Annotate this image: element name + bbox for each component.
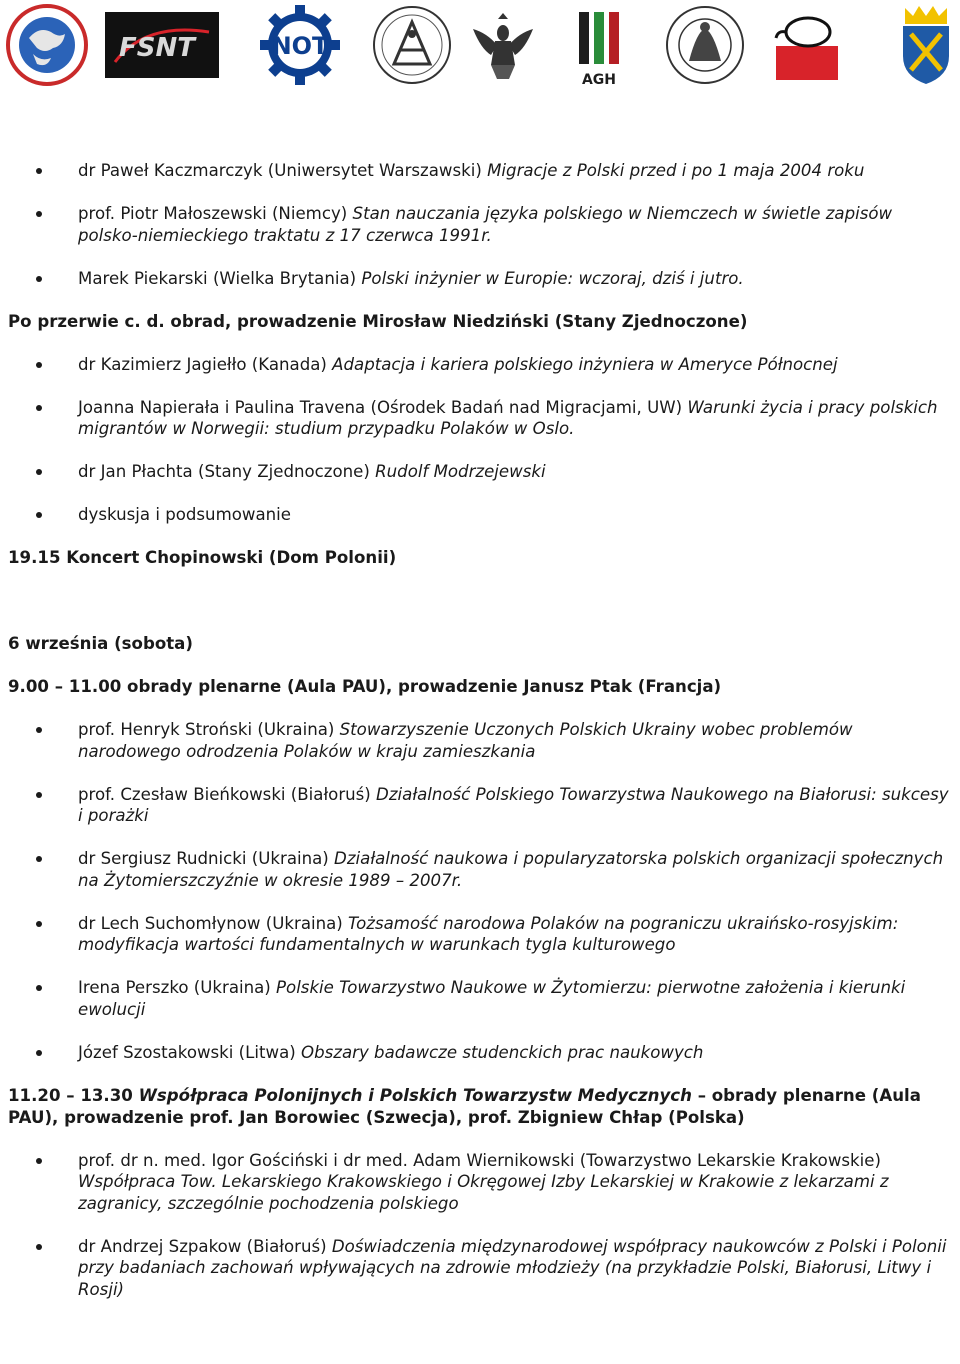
list-item: Irena Perszko (Ukraina) Polskie Towarzystwo Naukowe w Żytomierzu: pierwotne założenia i kierunki ewolucji — [8, 977, 953, 1020]
jagiellonian-logo — [898, 4, 954, 86]
list-item: Marek Piekarski (Wielka Brytania) Polski inżynier w Europie: wczoraj, dziś i jutro. — [8, 268, 953, 290]
concert-heading: 19.15 Koncert Chopinowski (Dom Polonii) — [8, 548, 397, 567]
council-polish-engineers-logo — [2, 4, 92, 86]
day-heading: 6 września (sobota) — [8, 634, 193, 653]
list-item: dr Sergiusz Rudnicki (Ukraina) Działalność naukowa i popularyzatorska polskich organizacji społecznych na Żytomierszczyźnie w okresie 1989 – 2007r. — [8, 848, 953, 891]
section1-list — [8, 160, 953, 289]
list-item: prof. Piotr Małoszewski (Niemcy) Stan nauczania języka polskiego w Niemczech w świetle zapisów polsko-niemieckiego traktatu z 17 czerwca 1991r. — [8, 203, 953, 246]
polish-eagle-logo — [468, 4, 538, 86]
svg-text:NOT: NOT — [271, 32, 329, 60]
fsnt-logo — [105, 4, 219, 86]
list-item: Joanna Napierała i Paulina Travena (Ośrodek Badań nad Migracjami, UW) Warunki życia i pracy polskich migrantów w Norwegii: studium przypadku Polaków w Oslo. — [8, 397, 953, 440]
list-item: dr Paweł Kaczmarczyk (Uniwersytet Warszawski) Migracje z Polski przed i po 1 maja 2004 roku — [8, 160, 953, 182]
list-item: dr Kazimierz Jagiełło (Kanada) Adaptacja i kariera polskiego inżyniera w Ameryce Północnej — [8, 354, 953, 376]
list-item: dyskusja i podsumowanie — [8, 504, 953, 526]
section3-list — [8, 719, 953, 1063]
svg-text:FSNT: FSNT — [119, 33, 195, 63]
break-heading: Po przerwie c. d. obrad, prowadzenie Mirosław Niedziński (Stany Zjednoczone) — [8, 311, 748, 331]
list-item: dr Jan Płachta (Stany Zjednoczone) Rudolf Modrzejewski — [8, 461, 953, 483]
list-item: prof. dr n. med. Igor Gościński i dr med. Adam Wiernikowski (Towarzystwo Lekarskie Krakowskie) Współpraca Tow. Lekarskiego Krakowskiego i Okręgowej Izby Lekarskiej w Krakowie z lekarzami z zagranicy, szczególnie pochodzenia polskiego — [8, 1150, 953, 1215]
svg-text:AGH: AGH — [581, 72, 617, 86]
list-item: Józef Szostakowski (Litwa) Obszary badawcze studenckich prac naukowych — [8, 1042, 953, 1064]
logo-strip — [0, 0, 960, 92]
session1-heading: 9.00 – 11.00 obrady plenarne (Aula PAU), prowadzenie Janusz Ptak (Francja) — [8, 677, 722, 696]
program-content — [8, 160, 953, 1322]
polonia-logo — [772, 4, 842, 86]
list-item: dr Lech Suchomłynow (Ukraina) Tożsamość narodowa Polaków na pograniczu ukraińsko-rosyjskim: modyfikacja wartości fundamentalnych w warunkach tygla kulturowego — [8, 913, 953, 956]
list-item: dr Andrzej Szpakow (Białoruś) Doświadczenia międzynarodowej współpracy naukowców z Polski i Polonii przy badaniach zachowań wpływających na zdrowie młodzieży (na przykładzie Polski, Białorusi, Litwy i Rosji) — [8, 1236, 953, 1301]
session2-heading: 11.20 – 13.30 Współpraca Polonijnych i Polskich Towarzystw Medycznych – obrady plenarne (Aula PAU), prowadzenie prof. Jan Borowiec (Szwecja), prof. Zbigniew Chłap (Polska) — [8, 1086, 921, 1127]
agh-logo — [574, 4, 624, 86]
not-logo — [258, 4, 342, 86]
list-item: prof. Henryk Stroński (Ukraina) Stowarzyszenie Uczonych Polskich Ukrainy wobec problemów narodowego odrodzenia Polaków w kraju zamieszkania — [8, 719, 953, 762]
academy-emblem-logo — [370, 4, 454, 86]
section2-list — [8, 354, 953, 526]
pau-logo — [664, 4, 746, 86]
spacer — [8, 590, 953, 633]
list-item: prof. Czesław Bieńkowski (Białoruś) Działalność Polskiego Towarzystwa Naukowego na Białorusi: sukcesy i porażki — [8, 784, 953, 827]
section4-list — [8, 1150, 953, 1301]
